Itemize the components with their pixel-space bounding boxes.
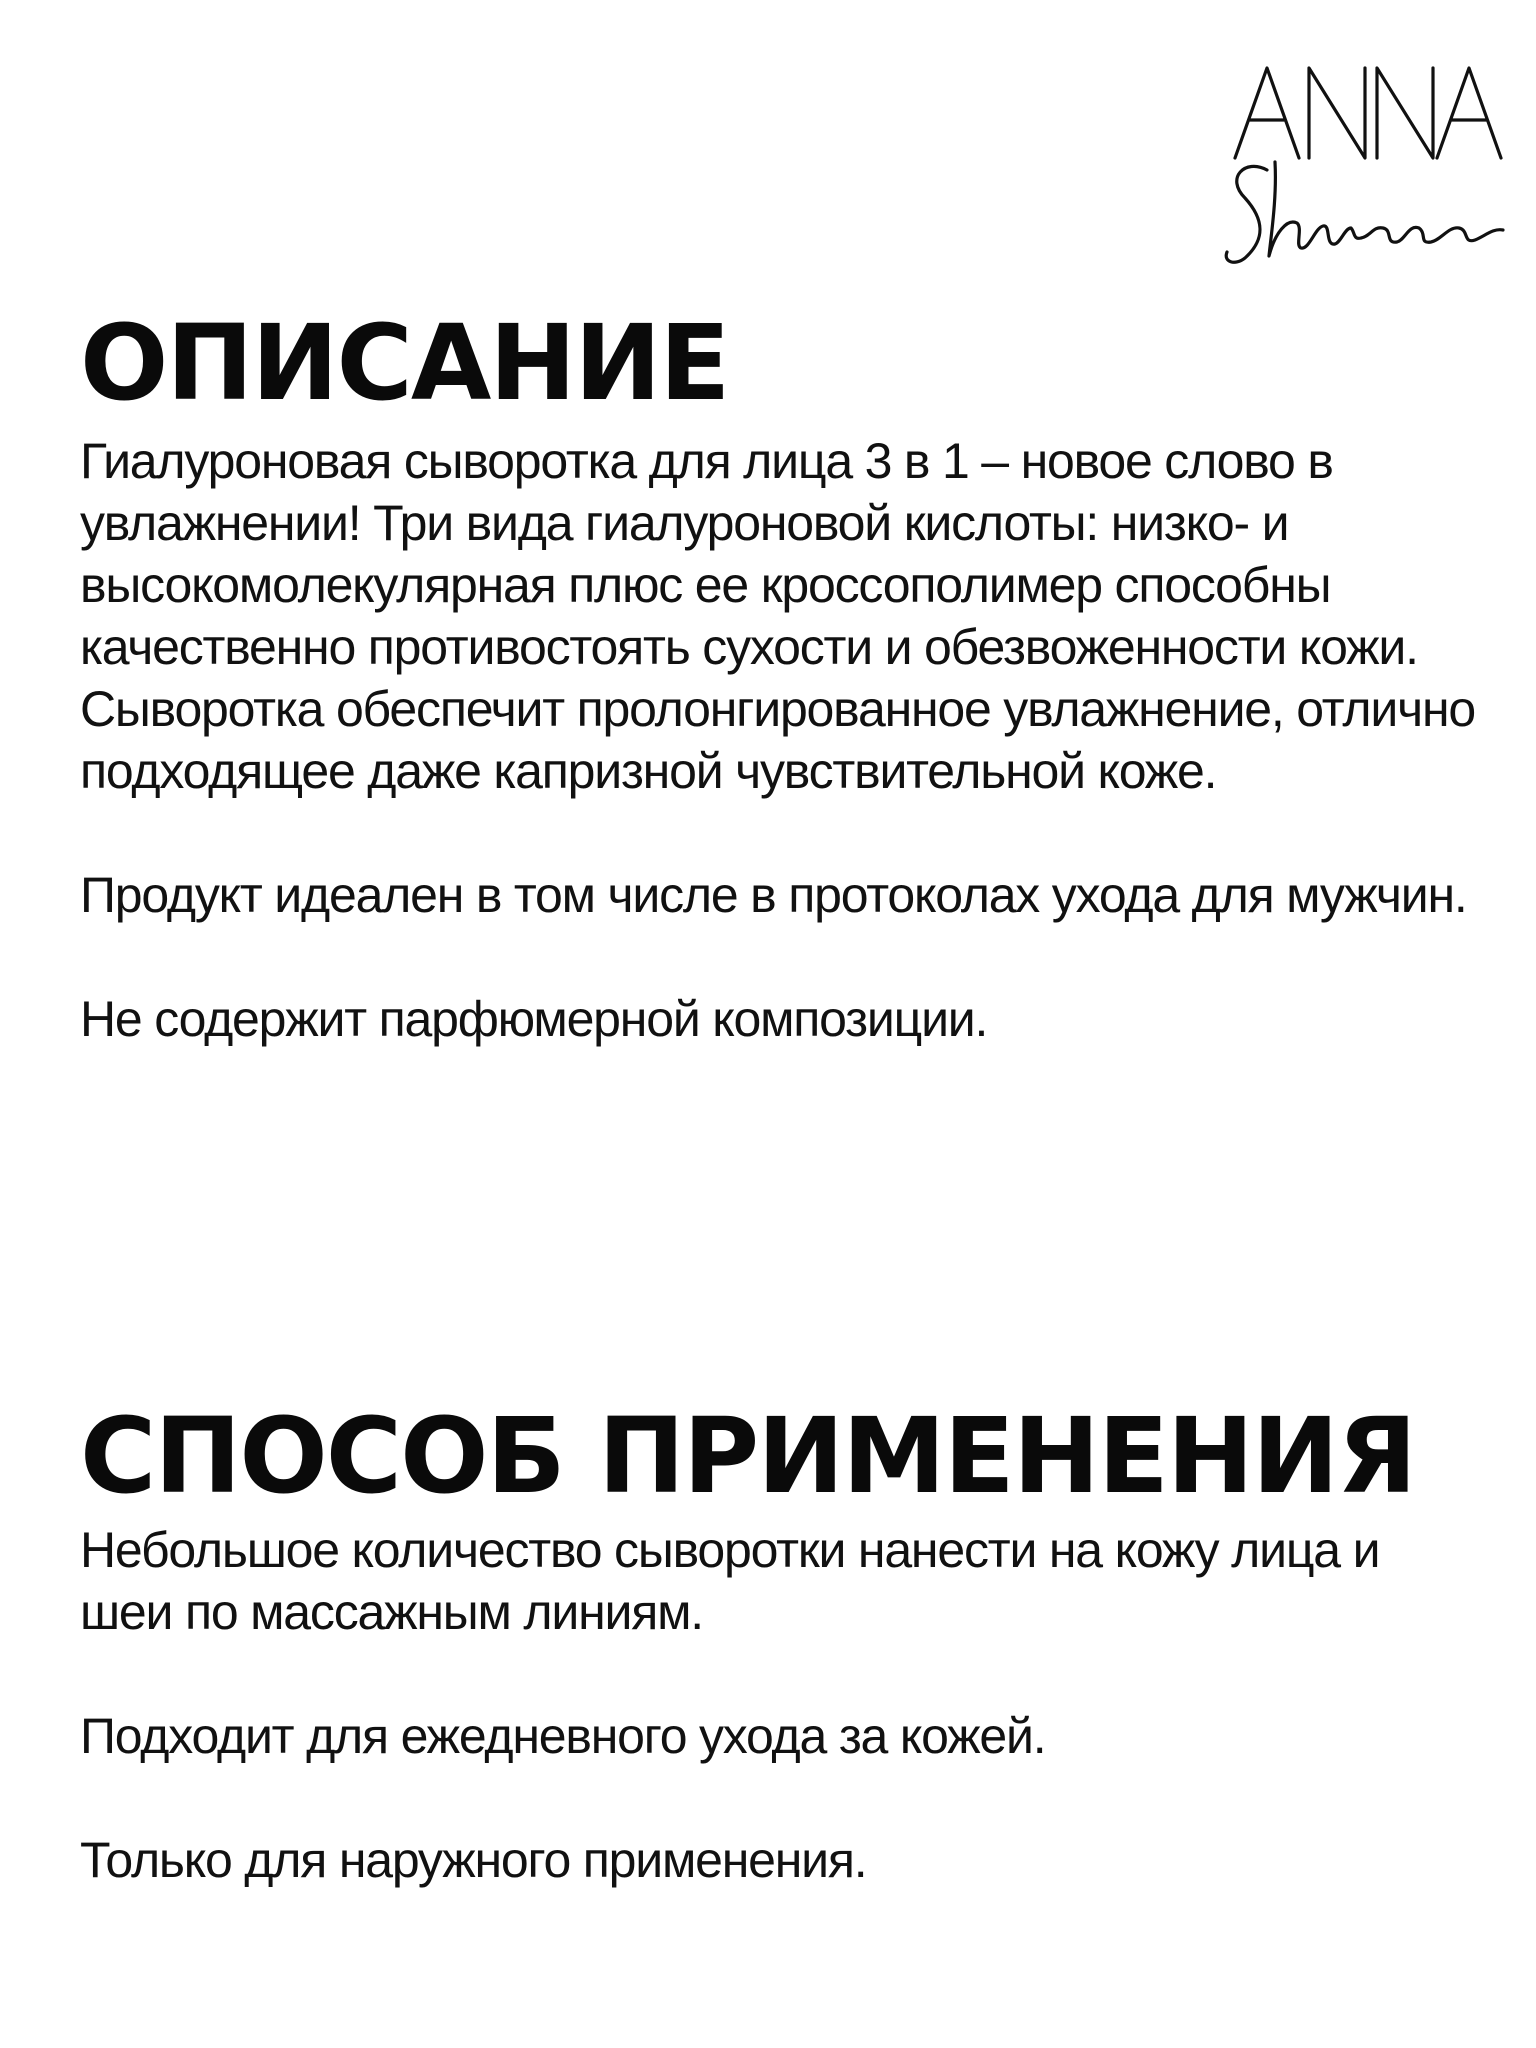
usage-heading: СПОСОБ ПРИМЕНЕНИЯ <box>80 1395 1416 1517</box>
description-paragraph-2: Продукт идеален в том числе в протоколах ухода для мужчин. <box>80 867 1467 923</box>
usage-section <box>80 1395 1480 1891</box>
usage-paragraph-3: Только для наружного применения. <box>80 1832 867 1888</box>
description-paragraph-3: Не содержит парфюмерной композиции. <box>80 991 988 1047</box>
usage-paragraph-1: Небольшое количество сыворотки нанести на кожу лица и шеи по массажным линиям. <box>80 1522 1380 1640</box>
brand-logo-mark <box>1205 58 1505 278</box>
logo-text-script <box>1205 278 1206 279</box>
logo-text-top <box>1205 278 1206 279</box>
brand-logo <box>1205 58 1505 278</box>
description-heading: ОПИСАНИЕ <box>80 302 729 424</box>
description-section <box>80 302 1480 1050</box>
usage-paragraph-2: Подходит для ежедневного ухода за кожей. <box>80 1708 1046 1764</box>
description-paragraph-1: Гиалуроновая сыворотка для лица 3 в 1 – новое слово в увлажнении! Три вида гиалуроновой кислоты: низко- и высокомолекулярная плюс ее кроссополимер способны качественно противостоять сухости и обезвоженности кожи. Сыворотка обеспечит пролонгированное увлажнение, отлично подходящее даже капризной чувствительной коже. <box>80 433 1475 799</box>
